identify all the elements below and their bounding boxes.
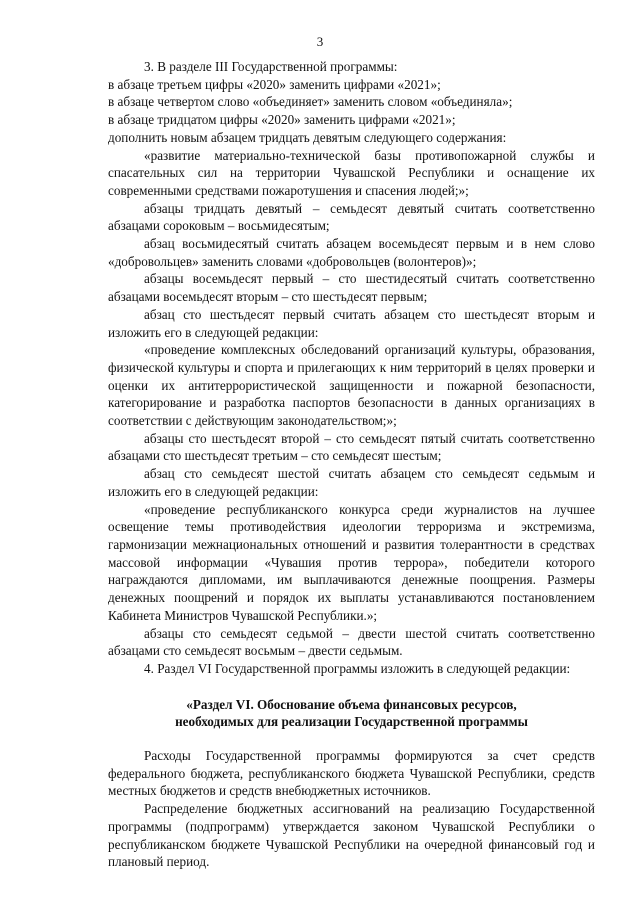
document-body — [108, 58, 595, 871]
spacer — [108, 678, 595, 696]
paragraph: в абзаце третьем цифры «2020» заменить цифрами «2021»; — [108, 76, 441, 92]
paragraph: дополнить новым абзацем тридцать девятым следующего содержания: — [108, 129, 507, 145]
paragraph: «проведение комплексных обследований организаций культуры, образования, физической культуры и спорта и прилегающих к ним территорий в целях проверки и оценки их антитеррористической защищенности и пожарной безопасности, категорирование и разработка паспортов безопасности в данных организациях в соответствии с действующим законодательством;»; — [108, 342, 595, 429]
section-heading-line2: необходимых для реализации Государственной программы — [175, 714, 528, 730]
paragraph: «проведение республиканского конкурса среди журналистов на лучшее освещение темы противодействия идеологии терроризма и экстремизма, гармонизации межнациональных отношений и развития толерантности в средствах массовой информации «Чувашия против террора», победители которого награждаются дипломами, им выплачиваются денежные поощрения. Размеры денежных поощрений и порядок их выплаты устанавливаются постановлением Кабинета Министров Чувашской Республики.»; — [108, 501, 595, 623]
paragraph: абзацы тридцать девятый – семьдесят девятый считать соответственно абзацами сороковым – восьмидесятым; — [108, 200, 595, 234]
section-heading — [108, 696, 595, 731]
section-heading-line1: «Раздел VI. Обоснование объема финансовых ресурсов, — [186, 696, 517, 712]
paragraph: абзацы сто шестьдесят второй – сто семьдесят пятый считать соответственно абзацами сто шестьдесят третьим – сто семьдесят шестым; — [108, 430, 595, 464]
paragraph: абзацы сто семьдесят седьмой – двести шестой считать соответственно абзацами сто семьдесят восьмым – двести седьмым. — [108, 625, 595, 659]
paragraph: 3. В разделе III Государственной программы: — [144, 59, 398, 74]
paragraph: абзац восьмидесятый считать абзацем восемьдесят первым и в нем слово «добровольцев» заменить словами «добровольцев (волонтеров)»; — [108, 236, 595, 269]
paragraph: Расходы Государственной программы формируются за счет средств федерального бюджета, республиканского бюджета Чувашской Республики, средств местных бюджетов и средств внебюджетных источников. — [108, 748, 595, 799]
paragraph: «развитие материально-технической базы противопожарной службы и спасательных сил на территории Чувашской Республики и оснащение их современными средствами пожаротушения и спасения людей;»; — [108, 147, 595, 198]
paragraph: в абзаце четвертом слово «объединяет» заменить словом «объединяла»; — [108, 94, 513, 110]
spacer — [108, 731, 595, 747]
page-number: 3 — [316, 34, 324, 49]
paragraph: абзацы восемьдесят первый – сто шестидесятый считать соответственно абзацами восемьдесят вторым – сто шестьдесят первым; — [108, 271, 595, 305]
paragraph: Распределение бюджетных ассигнований на реализацию Государственной программы (подпрограмм) утверждается законом Чувашской Республики о республиканском бюджете Чувашской Республики на очередной финансовый год и плановый период. — [108, 801, 595, 870]
paragraph: 4. Раздел VI Государственной программы изложить в следующей редакции: — [144, 660, 571, 676]
paragraph: в абзаце тридцатом цифры «2020» заменить цифрами «2021»; — [108, 112, 456, 128]
paragraph: абзац сто шестьдесят первый считать абзацем сто шестьдесят вторым и изложить его в следующей редакции: — [108, 306, 595, 340]
paragraph: абзац сто семьдесят шестой считать абзацем сто семьдесят седьмым и изложить его в следующей редакции: — [108, 466, 595, 499]
